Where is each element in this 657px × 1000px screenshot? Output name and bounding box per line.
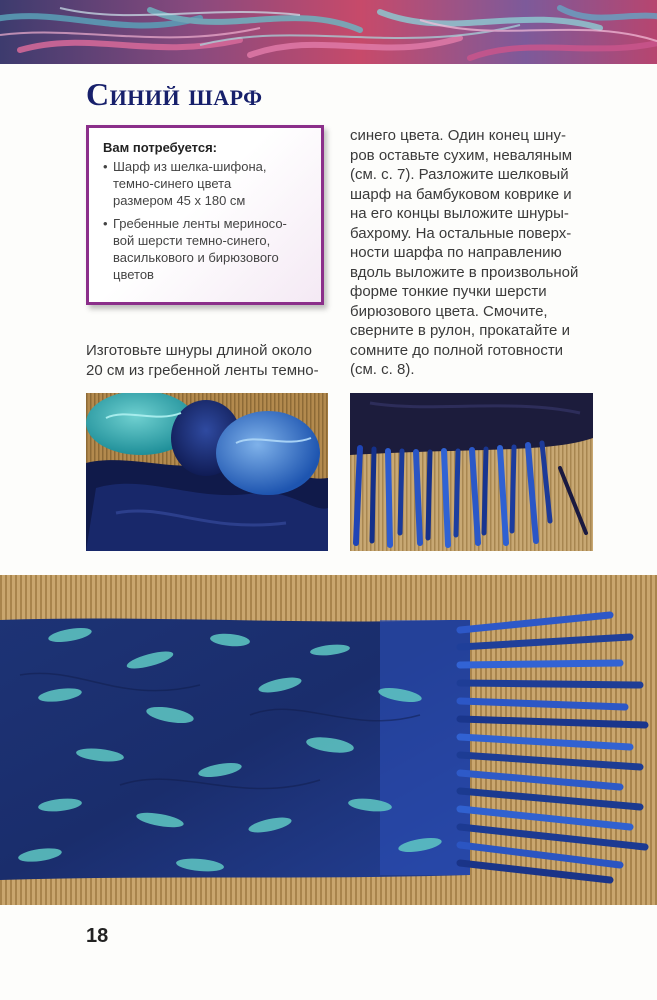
wool-texture-image — [0, 0, 657, 64]
instructions-right-column: синего цвета. Один конец шну- ров оставьте сухим, неваляным (см. с. 7). Разложите шелковый шарф на бамбуковом коврике и на его концы выложите шнуры- бахрому. На остальные поверх- ности шарфа по направлению вдоль выложите в произвольной форме тонкие пучки шерсти бирюзового цвета. Смочите, сверните в рулон, прокатайте и сомните до полной готовности (см. с. 8). — [350, 127, 579, 378]
page-number: 18 — [86, 925, 109, 947]
materials-item-wool-tops: • Гребенные ленты меринoсо- вой шерсти темно-синего, василькового и бирюзового цветов — [103, 215, 309, 283]
wool-and-silk-photo — [86, 393, 328, 551]
materials-photo — [86, 393, 328, 551]
materials-box — [86, 125, 324, 305]
finished-scarf-photo — [0, 575, 657, 905]
header-wool-banner — [0, 0, 657, 64]
finished-scarf-photo-frame — [0, 575, 657, 905]
materials-list — [103, 158, 309, 283]
materials-heading: Вам потребуется: — [103, 140, 217, 155]
materials-item-silk-scarf: • Шарф из шелка-шифона, темно-синего цвета размером 45 х 180 см — [103, 158, 309, 209]
fringe-layout-photo — [350, 393, 593, 551]
fringe-photo — [350, 393, 593, 551]
instructions-left-column: Изготовьте шнуры длиной около 20 см из гребенной ленты темно- — [86, 342, 319, 379]
page-title: Синий шарф — [86, 76, 263, 112]
